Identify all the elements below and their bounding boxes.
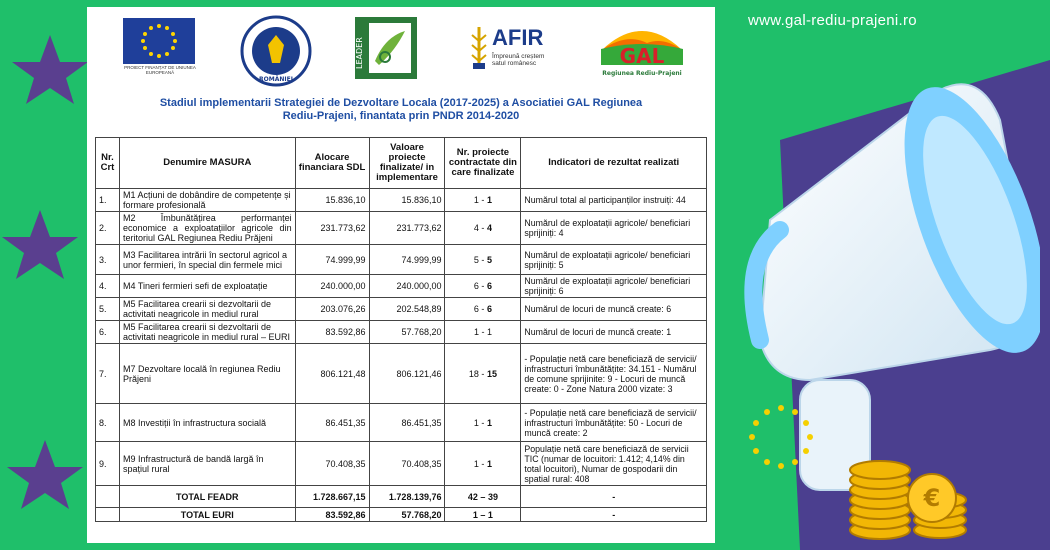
cell-nr: 5.	[96, 298, 120, 321]
total-valoare: 57.768,20	[369, 508, 445, 522]
cell-indicatori: Numărul de locuri de muncă create: 1	[521, 321, 707, 344]
page-title	[107, 97, 695, 123]
afir-emblem-icon	[470, 25, 488, 71]
proiecte-total: 1 - 1	[473, 327, 492, 337]
cell-alocare: 86.451,35	[295, 404, 369, 442]
total-label: TOTAL EURI	[119, 508, 295, 522]
cell-indicatori: Numărul de exploatații agricole/ beneficiari sprijiniți: 6	[521, 275, 707, 298]
table-row	[96, 212, 707, 245]
cell-denumire: M9 Infrastructură de bandă largă în spațiul rural	[119, 442, 295, 486]
cell-nr: 7.	[96, 344, 120, 404]
afir-tagline: Împreună creștem satul românesc	[492, 53, 545, 67]
euro-coins-icon	[840, 430, 980, 545]
svg-text:LEADER: LEADER	[355, 37, 364, 69]
cell-denumire: M1 Acțiuni de dobândire de competențe și formare profesională	[119, 189, 295, 212]
afir-name: AFIR	[492, 25, 544, 50]
cell-valoare: 806.121,46	[369, 344, 445, 404]
eu-stars-icon	[746, 402, 816, 472]
title-line-2: Rediu-Prajeni, finantata prin PNDR 2014-2020	[282, 110, 520, 122]
proiecte-finalizate: 4	[486, 223, 492, 233]
cell-alocare: 203.076,26	[295, 298, 369, 321]
proiecte-total: 4 -	[473, 223, 487, 233]
eu-flag-logo	[123, 18, 195, 64]
cell-alocare: 15.836,10	[295, 189, 369, 212]
cell-indicatori: Numărul total al participanților instruiți: 44	[521, 189, 707, 212]
total-row-euri	[96, 508, 707, 522]
proiecte-finalizate: 5	[486, 254, 492, 265]
table-row	[96, 298, 707, 321]
cell-proiecte	[445, 442, 521, 486]
cell-valoare: 70.408,35	[369, 442, 445, 486]
logo-bar	[87, 7, 715, 87]
cell-nr: 4.	[96, 275, 120, 298]
table-row	[96, 442, 707, 486]
cell-valoare: 15.836,10	[369, 189, 445, 212]
cell-denumire: M4 Tineri fermieri sefi de exploatație	[119, 275, 295, 298]
cell-valoare: 57.768,20	[369, 321, 445, 344]
cell-nr	[96, 486, 120, 508]
proiecte-total: 1 -	[473, 458, 487, 469]
cell-proiecte	[445, 245, 521, 275]
cell-valoare: 202.548,89	[369, 298, 445, 321]
cell-nr: 1.	[96, 189, 120, 212]
cell-indicatori: - Populație netă care beneficiază de servicii/ infrastructuri îmbunătățite: 34.151 - Numărul de comune sprijinite: 9 - Locuri de muncă create: 0 - Zone Natura 2000 vizate: 3	[521, 344, 707, 404]
cell-valoare: 240.000,00	[369, 275, 445, 298]
proiecte-total: 1 -	[473, 195, 487, 205]
cell-indicatori: Populație netă care beneficiază de servicii TIC (numar de locuitori: 1.412; 4,14% din total locuitori), Numar de gospodarii din spatial rural: 408	[521, 442, 707, 486]
cell-proiecte	[445, 344, 521, 404]
cell-nr	[96, 508, 120, 522]
proiecte-finalizate: 6	[486, 304, 492, 314]
cell-alocare: 70.408,35	[295, 442, 369, 486]
cell-valoare: 231.773,62	[369, 212, 445, 245]
cell-proiecte	[445, 212, 521, 245]
cell-alocare: 74.999,99	[295, 245, 369, 275]
cell-nr: 6.	[96, 321, 120, 344]
table-row	[96, 245, 707, 275]
leader-logo	[355, 17, 417, 79]
star-left-mid	[2, 210, 78, 279]
site-url[interactable]: www.gal-rediu-prajeni.ro	[748, 12, 917, 29]
cell-nr: 8.	[96, 404, 120, 442]
table-header-row	[96, 138, 707, 189]
table-row	[96, 344, 707, 404]
gal-name: GAL	[619, 44, 665, 68]
header-valoare: Valoare proiecte finalizate/ in implementare	[369, 138, 445, 189]
cell-proiecte	[445, 298, 521, 321]
cell-alocare: 231.773,62	[295, 212, 369, 245]
gal-logo	[597, 19, 687, 81]
table-row	[96, 321, 707, 344]
cell-proiecte	[445, 404, 521, 442]
proiecte-total: 18 -	[468, 368, 487, 379]
proiecte-total: 6 -	[473, 304, 487, 314]
gal-sub: Regiunea Rediu-Prajeni	[602, 70, 682, 77]
proiecte-finalizate: 1	[486, 195, 492, 205]
cell-valoare: 86.451,35	[369, 404, 445, 442]
cell-alocare: 83.592,86	[295, 321, 369, 344]
proiecte-total: 1 -	[473, 417, 487, 428]
total-label: TOTAL FEADR	[119, 486, 295, 508]
svg-text:ROMÂNIEI: ROMÂNIEI	[259, 76, 293, 83]
proiecte-finalizate: 1	[486, 458, 492, 469]
cell-indicatori: Numărul de locuri de muncă create: 6	[521, 298, 707, 321]
total-proiecte: 1 – 1	[445, 508, 521, 522]
cell-alocare: 806.121,48	[295, 344, 369, 404]
cell-denumire: M5 Facilitarea crearii si dezvoltarii de activitati neagricole in mediul rural – EURI	[119, 321, 295, 344]
proiecte-total: 5 -	[473, 254, 487, 265]
table-row	[96, 189, 707, 212]
svg-text:€: €	[923, 484, 941, 512]
header-nr-proiecte: Nr. proiecte contractate din care finalizate	[445, 138, 521, 189]
header-indicatori: Indicatori de rezultat realizati	[521, 138, 707, 189]
cell-denumire: M3 Facilitarea intrării în sectorul agricol a unor fermieri, în special din fermele mici	[119, 245, 295, 275]
proiecte-total: 6 -	[473, 281, 487, 291]
cell-proiecte	[445, 275, 521, 298]
cell-indicatori: Numărul de exploatații agricole/ beneficiari sprijiniți: 5	[521, 245, 707, 275]
table-row	[96, 275, 707, 298]
total-valoare: 1.728.139,76	[369, 486, 445, 508]
cell-proiecte	[445, 189, 521, 212]
cell-alocare: 240.000,00	[295, 275, 369, 298]
cell-denumire: M2 Îmbunătățirea performanței economice a exploatațiilor agricole din teritoriul GAL Regiunea Rediu Prăjeni	[119, 212, 295, 245]
cell-denumire: M8 Investiții în infrastructura socială	[119, 404, 295, 442]
total-indicatori: -	[521, 508, 707, 522]
cell-nr: 3.	[96, 245, 120, 275]
proiecte-finalizate: 15	[486, 368, 497, 379]
cell-valoare: 74.999,99	[369, 245, 445, 275]
header-denumire: Denumire MASURA	[119, 138, 295, 189]
total-alocare: 1.728.667,15	[295, 486, 369, 508]
cell-indicatori: Numărul de exploatații agricole/ beneficiari sprijiniți: 4	[521, 212, 707, 245]
title-line-1: Stadiul implementarii Strategiei de Dezvoltare Locala (2017-2025) a Asociatiei GAL Regiunea	[159, 97, 643, 109]
total-row-feadr	[96, 486, 707, 508]
cell-nr: 2.	[96, 212, 120, 245]
star-left-bottom	[7, 440, 83, 509]
table-row	[96, 404, 707, 442]
gov-seal-logo	[240, 15, 312, 87]
star-left-top	[12, 35, 88, 104]
cell-indicatori: - Populație netă care beneficiază de servicii/ infrastructuri îmbunătățite: 50 - Locuri de muncă create: 2	[521, 404, 707, 442]
afir-logo	[470, 21, 560, 81]
header-alocare: Alocare financiara SDL	[295, 138, 369, 189]
implementation-table	[95, 137, 707, 522]
header-nr: Nr. Crt	[96, 138, 120, 189]
total-alocare: 83.592,86	[295, 508, 369, 522]
total-proiecte: 42 – 39	[445, 486, 521, 508]
total-indicatori: -	[521, 486, 707, 508]
eu-caption: PROIECT FINANȚAT DE UNIUNEA EUROPEANĂ	[124, 65, 196, 75]
cell-denumire: M7 Dezvoltare locală în regiunea Rediu Prăjeni	[119, 344, 295, 404]
proiecte-finalizate: 6	[486, 281, 492, 291]
document-card	[87, 7, 715, 543]
cell-denumire: M5 Facilitarea crearii si dezvoltarii de activitati neagricole in mediul rural	[119, 298, 295, 321]
cell-nr: 9.	[96, 442, 120, 486]
proiecte-finalizate: 1	[486, 417, 492, 428]
cell-proiecte	[445, 321, 521, 344]
